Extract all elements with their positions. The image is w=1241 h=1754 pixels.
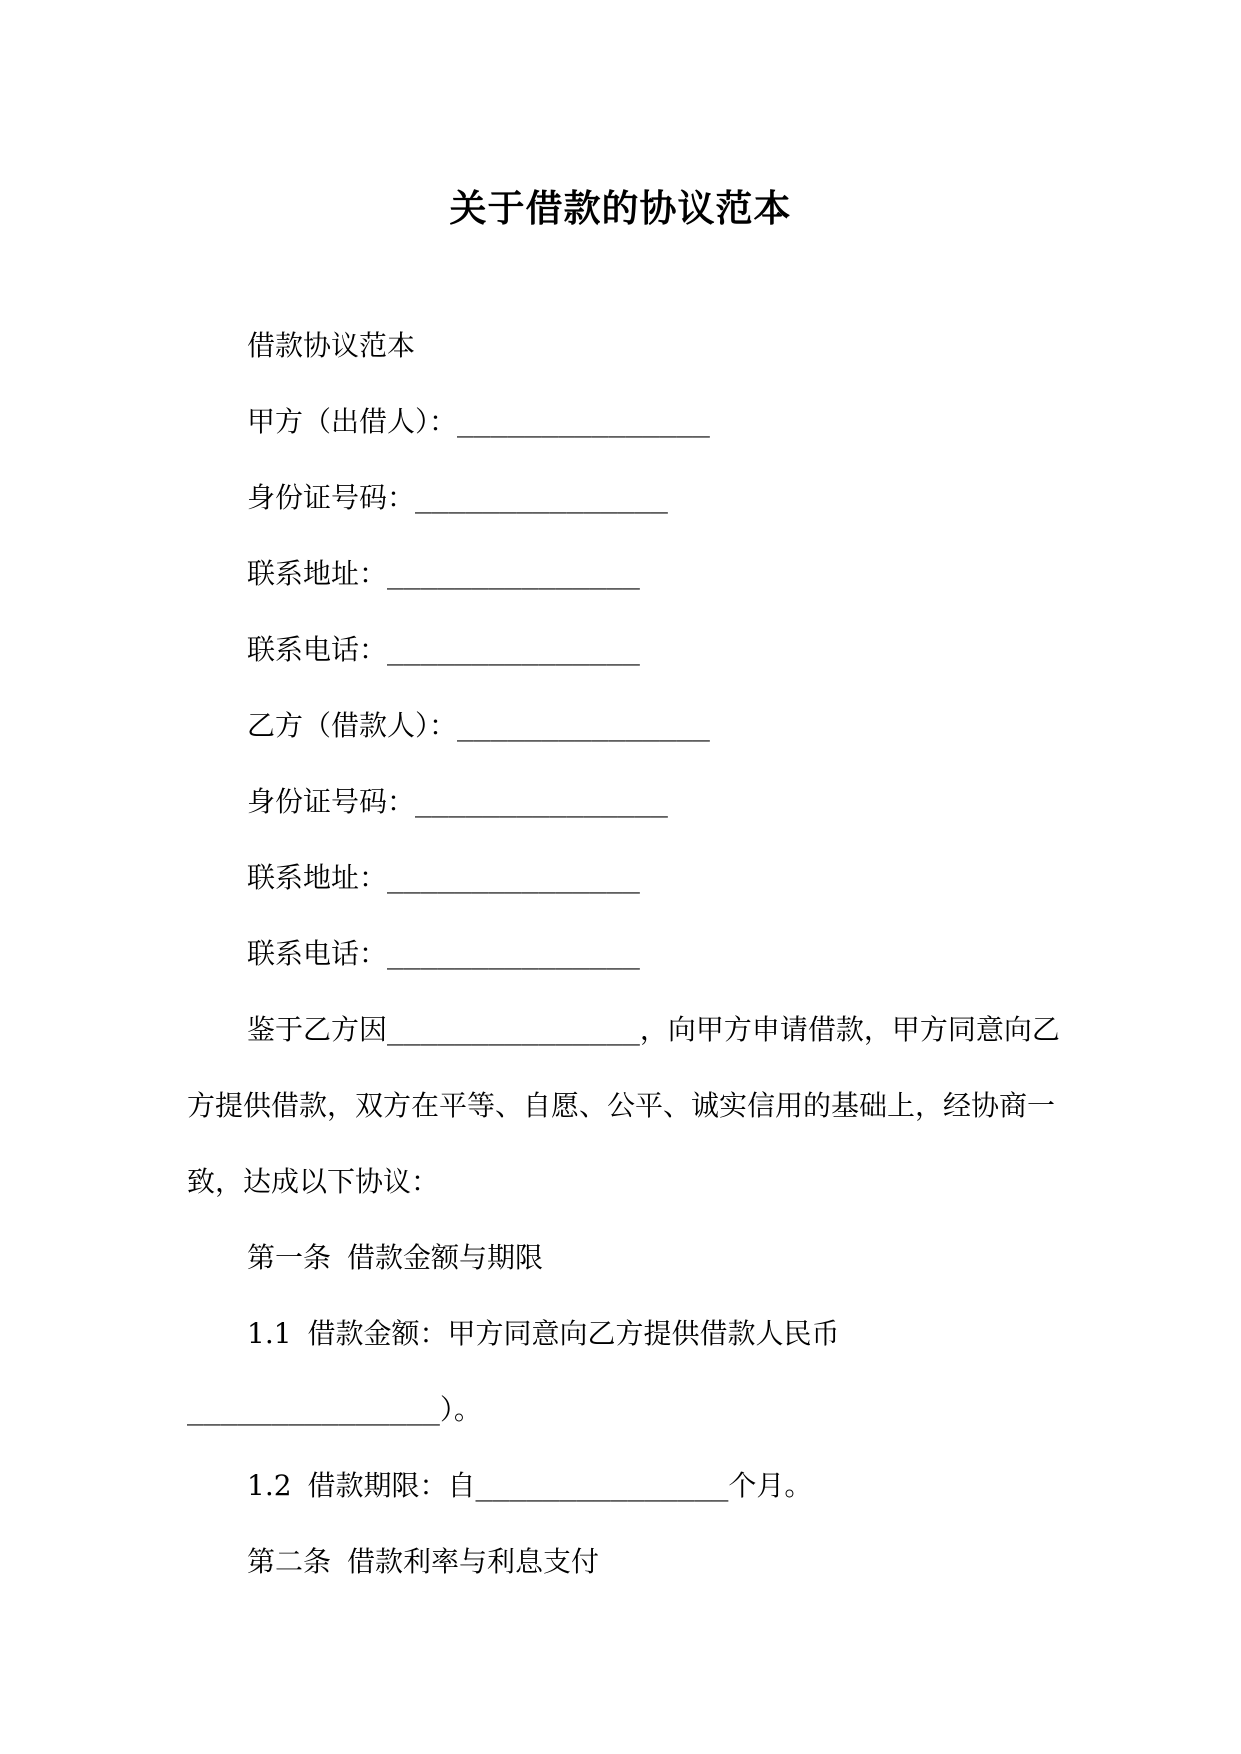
clause-1-1-continued — [187, 1372, 1063, 1448]
party-a-id-line — [187, 460, 1063, 536]
party-b-address-line — [187, 840, 1063, 916]
clause-1-2-blank[interactable]: _______________ — [475, 1469, 729, 1502]
preamble-suffix: ，向甲方申请借款，甲方同意向乙方提供借款，双方在平等、自愿、公平、诚实信用的基础上，经协商一致，达成以下协议： — [187, 1013, 1060, 1198]
clause-1-2 — [187, 1448, 1063, 1524]
clause-1-1-text: 借款金额：甲方同意向乙方提供借款人民币 — [307, 1317, 840, 1350]
party-a-address-line — [187, 536, 1063, 612]
clause-1-2-suffix: 个月。 — [728, 1469, 813, 1502]
clause-1-1-number: 1.1 — [247, 1317, 292, 1350]
clause-1-1-blank[interactable]: _______________ — [187, 1393, 440, 1426]
party-b-address-label: 联系地址： — [247, 861, 388, 894]
party-a-phone-label: 联系电话： — [247, 633, 388, 666]
clause-1-2-prefix: 借款期限：自 — [307, 1469, 476, 1502]
party-a-address-blank[interactable]: _______________ — [387, 557, 640, 590]
clause-1-1 — [187, 1296, 1063, 1372]
clause-1-2-number: 1.2 — [247, 1469, 292, 1502]
party-b-id-line — [187, 764, 1063, 840]
article-1-number: 第一条 — [247, 1241, 332, 1274]
preamble-paragraph — [187, 992, 1063, 1220]
party-a-id-blank[interactable]: _______________ — [415, 481, 668, 514]
party-a-label: 甲方（出借人）： — [247, 405, 458, 438]
party-a-address-label: 联系地址： — [247, 557, 388, 590]
document-body — [187, 308, 1063, 1600]
preamble-prefix: 鉴于乙方因 — [247, 1013, 388, 1046]
party-b-blank[interactable]: _______________ — [457, 709, 710, 742]
article-2-heading — [187, 1524, 1063, 1600]
party-b-id-blank[interactable]: _______________ — [415, 785, 668, 818]
party-a-line — [187, 384, 1063, 460]
party-a-phone-blank[interactable]: _______________ — [387, 633, 640, 666]
article-2-number: 第二条 — [247, 1545, 332, 1578]
party-a-phone-line — [187, 612, 1063, 688]
party-b-phone-label: 联系电话： — [247, 937, 388, 970]
party-b-phone-line — [187, 916, 1063, 992]
clause-1-1-tail: ）。 — [439, 1393, 482, 1426]
party-a-blank[interactable]: _______________ — [457, 405, 710, 438]
preamble-blank[interactable]: _______________ — [387, 1013, 640, 1046]
party-b-phone-blank[interactable]: _______________ — [387, 937, 640, 970]
article-2-title: 借款利率与利息支付 — [347, 1545, 600, 1578]
document-title: 关于借款的协议范本 — [449, 186, 792, 230]
party-b-line — [187, 688, 1063, 764]
article-1-heading — [187, 1220, 1063, 1296]
subtitle-line — [187, 308, 1063, 384]
subtitle: 借款协议范本 — [247, 329, 416, 362]
article-1-title: 借款金额与期限 — [347, 1241, 544, 1274]
party-b-id-label: 身份证号码： — [247, 785, 416, 818]
party-b-label: 乙方（借款人）： — [247, 709, 458, 742]
party-b-address-blank[interactable]: _______________ — [387, 861, 640, 894]
party-a-id-label: 身份证号码： — [247, 481, 416, 514]
